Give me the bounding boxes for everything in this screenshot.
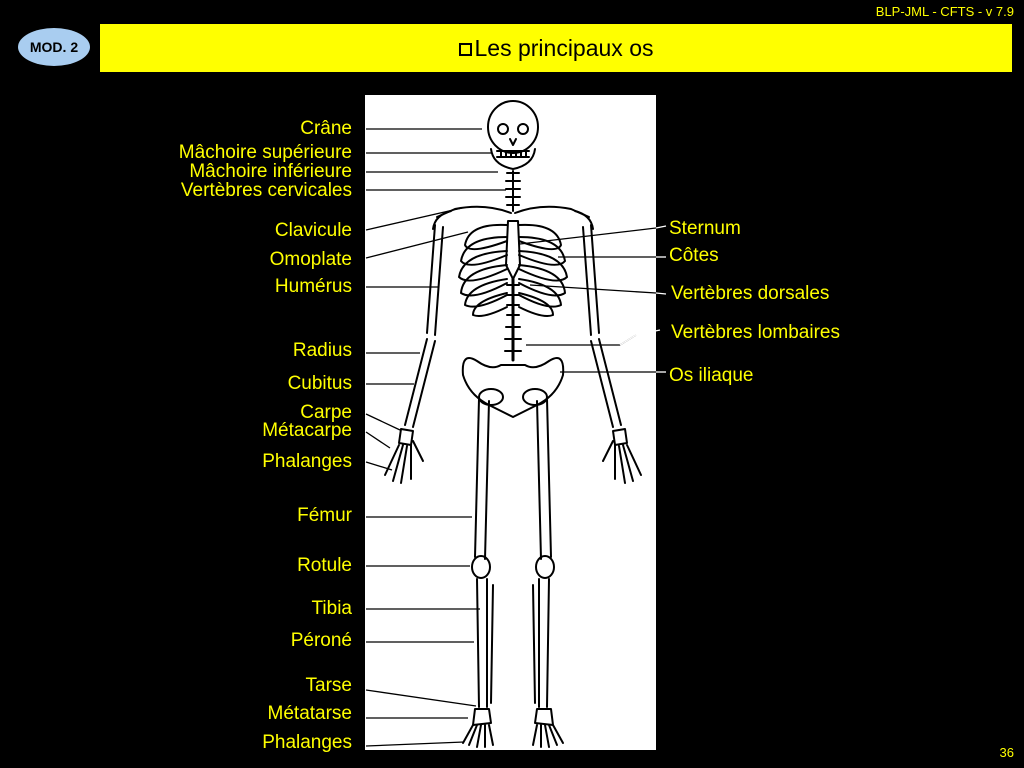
- label-perone: Péroné: [290, 630, 352, 651]
- label-tibia: Tibia: [311, 598, 352, 619]
- label-vertebres-dorsales: Vertèbres dorsales: [671, 283, 830, 304]
- label-cotes: Côtes: [669, 245, 719, 266]
- label-vertebres-lombaires: Vertèbres lombaires: [671, 322, 840, 343]
- label-omoplate: Omoplate: [269, 249, 352, 270]
- leader-line-metacarpe: [366, 432, 390, 448]
- page-title: Les principaux os: [474, 34, 654, 61]
- module-badge: MOD. 2: [18, 28, 90, 66]
- header-reference: BLP-JML - CFTS - v 7.9: [875, 4, 1014, 19]
- label-femur: Fémur: [297, 505, 352, 526]
- label-vertebres-cervicales: Vertèbres cervicales: [180, 180, 352, 201]
- label-rotule: Rotule: [297, 555, 352, 576]
- label-phalanges-pied: Phalanges: [262, 732, 352, 753]
- leader-line-clavicule: [366, 208, 462, 230]
- leader-line-phalanges-main: [366, 462, 392, 470]
- label-crane: Crâne: [300, 118, 352, 139]
- label-radius: Radius: [292, 340, 352, 361]
- label-cubitus: Cubitus: [287, 373, 352, 394]
- label-os-iliaque: Os iliaque: [669, 365, 754, 386]
- label-carpe: Carpe: [300, 402, 352, 423]
- leader-line-tarse: [366, 690, 476, 706]
- page-number: 36: [999, 745, 1014, 760]
- label-tarse: Tarse: [305, 675, 352, 696]
- leader-line-carpe: [366, 414, 400, 430]
- label-machoire-superieure: Mâchoire supérieure: [178, 142, 352, 163]
- label-metatarse: Métatarse: [267, 703, 352, 724]
- leader-line-vert-lomb: [526, 335, 636, 345]
- label-clavicule: Clavicule: [274, 220, 352, 241]
- label-sternum: Sternum: [669, 218, 741, 239]
- leader-line-phalanges-pied: [366, 742, 464, 746]
- leader-line-omoplate: [366, 232, 468, 258]
- leader-line-sternum: [520, 228, 656, 244]
- label-metacarpe: Métacarpe: [262, 420, 352, 441]
- leader-line-vert-dors: [530, 285, 656, 293]
- label-phalanges-main: Phalanges: [262, 451, 352, 472]
- label-machoire-inferieure: Mâchoire inférieure: [189, 161, 352, 182]
- label-humerus: Humérus: [274, 276, 352, 297]
